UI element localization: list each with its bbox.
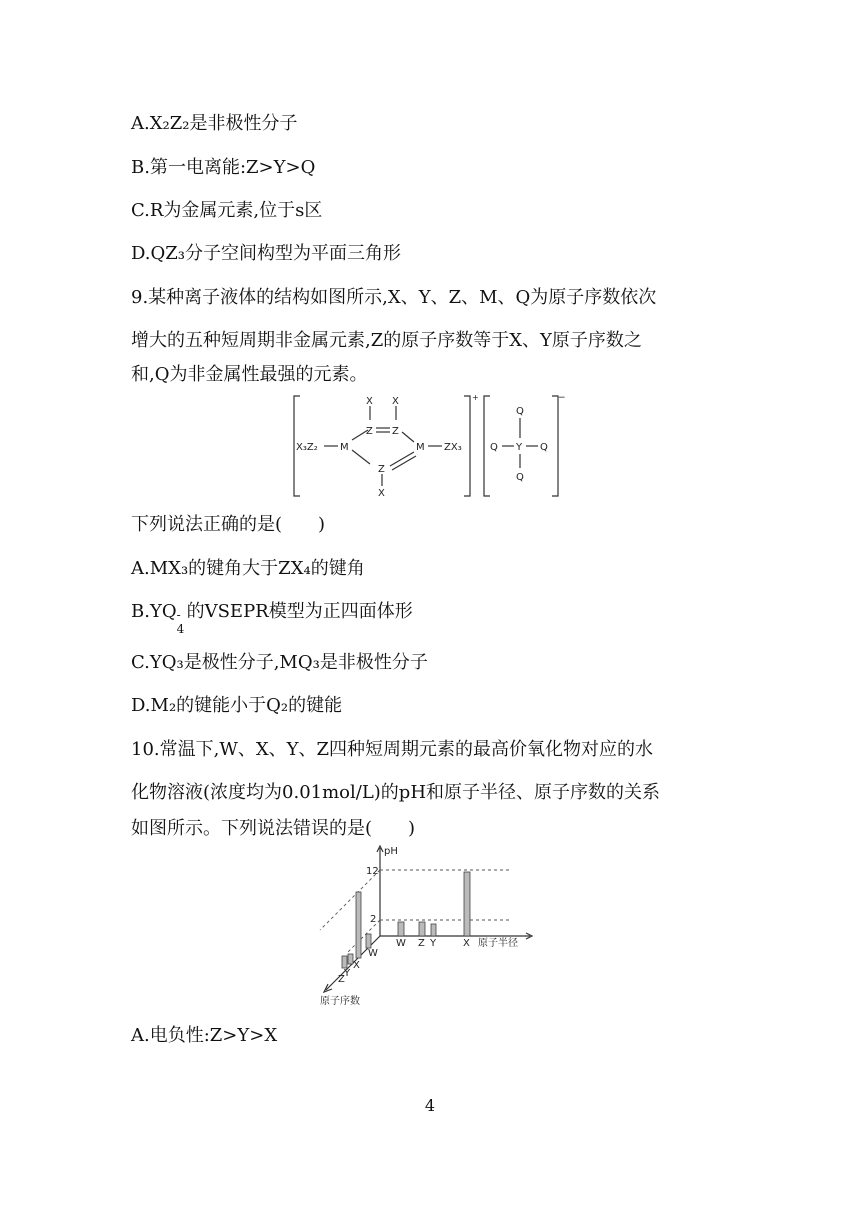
page-number: 4 (424, 1096, 436, 1115)
option-8a: A.X₂Z₂是非极性分子 (131, 113, 298, 134)
question-9-line-2: 增大的五种短周期非金属元素,Z的原子序数等于X、Y原子序数之 (131, 330, 642, 351)
option-9b: B.YQ - 4 的VSEPR模型为正四面体形 (131, 601, 413, 636)
option-9a: A.MX₃的键角大于ZX₄的键角 (131, 558, 365, 579)
option-8b: B.第一电离能:Z>Y>Q (131, 157, 316, 178)
y-axis-label: pH (384, 846, 398, 857)
option-8c: C.R为金属元素,位于s区 (131, 200, 323, 221)
number-label-x: X (353, 960, 360, 971)
depth-bar-x (356, 892, 361, 958)
radius-label-y: Y (430, 938, 437, 949)
option-9d: D.M₂的键能小于Q₂的键能 (131, 695, 343, 716)
question-9-line-1: 9.某种离子液体的结构如图所示,X、Y、Z、M、Q为原子序数依次 (131, 287, 657, 308)
atom-z-left: Z (366, 426, 373, 437)
atom-z-bottom: Z (378, 464, 385, 475)
tick-2: 2 (370, 914, 377, 925)
radius-label-x: X (463, 938, 470, 949)
atom-q-bottom: Q (516, 472, 524, 483)
atom-x-bottom: X (378, 488, 385, 499)
question-10-line-1: 10.常温下,W、X、Y、Z四种短周期元素的最高价氧化物对应的水 (131, 739, 654, 760)
bar-y (431, 924, 436, 936)
atom-q-left: Q (490, 442, 498, 453)
tick-12: 12 (366, 866, 379, 877)
depth-bar-w (366, 934, 371, 948)
radius-label-z: Z (418, 938, 425, 949)
question-9-prompt: 下列说法正确的是( ) (131, 514, 326, 535)
question-10-line-3: 如图所示。下列说法错误的是( ) (131, 818, 416, 839)
ionic-liquid-structure (290, 392, 566, 502)
option-8d: D.QZ₃分子空间构型为平面三角形 (131, 243, 401, 264)
atom-x-top-right: X (392, 396, 399, 407)
option-10a: A.电负性:Z>Y>X (131, 1025, 278, 1046)
number-label-w: W (368, 948, 378, 959)
ph-radius-chart (306, 842, 546, 1012)
atom-x-top-left: X (366, 396, 373, 407)
atom-q-right: Q (540, 442, 548, 453)
depth-bar-z (342, 956, 347, 968)
atom-m-right: M (416, 442, 425, 453)
option-9c: C.YQ₃是极性分子,MQ₃是非极性分子 (131, 652, 428, 673)
bar-z (419, 922, 425, 936)
question-10-line-2: 化物溶液(浓度均为0.01mol/L)的pH和原子半径、原子序数的关系 (131, 782, 661, 803)
number-label-z: Z (338, 974, 345, 985)
number-label-y: Y (344, 968, 351, 979)
depth-axis-label: 原子序数 (320, 996, 360, 1007)
anion-charge: − (558, 393, 566, 403)
atom-q-top: Q (516, 406, 524, 417)
atom-y-center: Y (516, 442, 523, 453)
x-axis-label: 原子半径 (478, 938, 518, 949)
question-9-line-3: 和,Q为非金属性最强的元素。 (131, 364, 368, 385)
right-group-label: ZX₃ (444, 442, 462, 453)
bar-x (464, 872, 470, 936)
cation-charge: + (472, 393, 479, 402)
bar-w (398, 922, 404, 936)
atom-m-left: M (340, 442, 349, 453)
atom-z-right: Z (392, 426, 399, 437)
left-group-label: X₃Z₂ (296, 442, 318, 453)
radius-label-w: W (396, 938, 406, 949)
